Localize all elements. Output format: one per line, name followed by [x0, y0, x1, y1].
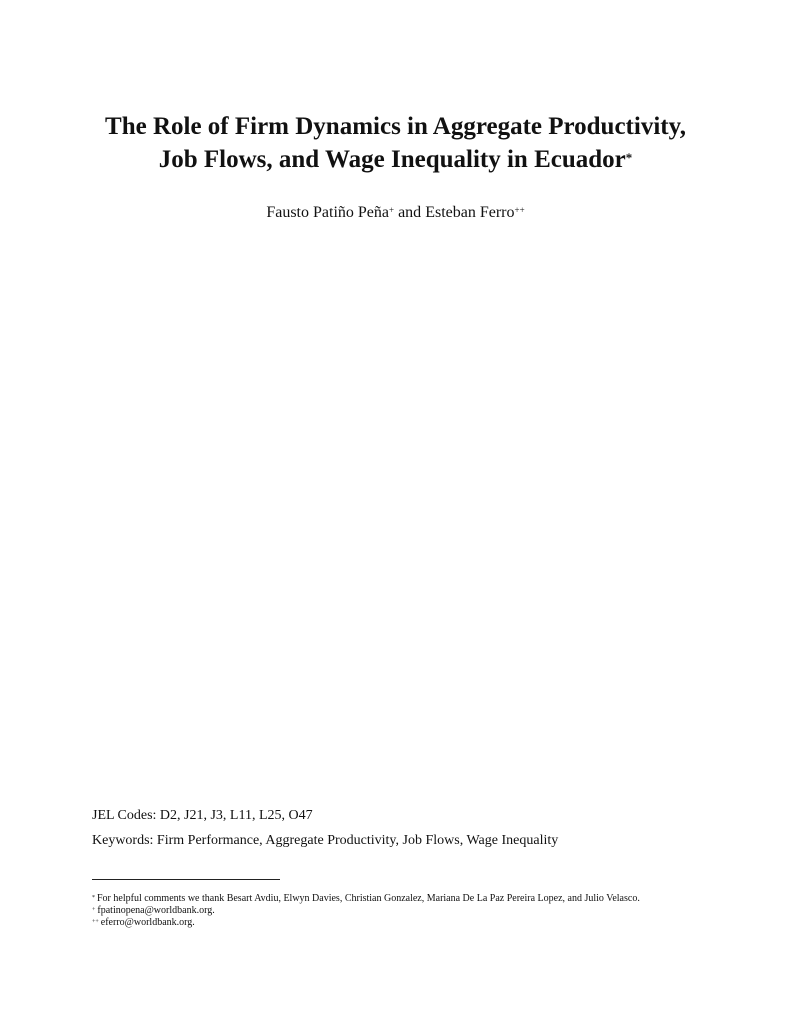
- footnote-marker: *: [92, 895, 95, 901]
- title-footnote-marker: *: [625, 150, 633, 165]
- footnote-divider: [92, 879, 280, 880]
- footnote-marker: +: [92, 907, 96, 913]
- title-text-line-1: The Role of Firm Dynamics in Aggregate Productivity,: [105, 113, 686, 140]
- footnote-author-2-email: [92, 917, 732, 929]
- footnote-acknowledgements: [92, 893, 732, 905]
- author-conjunction: and: [394, 204, 426, 221]
- footnote-text: For helpful comments we thank Besart Avdiu, Elwyn Davies, Christian Gonzalez, Mariana De La Paz Pereira Lopez, and Julio Velasco.: [97, 893, 640, 904]
- jel-codes: JEL Codes: D2, J21, J3, L11, L25, O47: [92, 808, 313, 823]
- paper-title-line-1: [60, 110, 731, 144]
- author-1-marker: +: [389, 205, 395, 215]
- author-1-name: Fausto Patiño Peña: [266, 204, 389, 221]
- footnote-author-1-email: [92, 905, 732, 917]
- author-2-name: Esteban Ferro: [425, 204, 515, 221]
- footnote-marker: ++: [92, 919, 99, 925]
- title-text-line-2: Job Flows, and Wage Inequality in Ecuador: [158, 146, 626, 173]
- keywords: Keywords: Firm Performance, Aggregate Productivity, Job Flows, Wage Inequality: [92, 833, 559, 848]
- footnotes: [92, 893, 732, 929]
- paper-title-line-2: [60, 143, 731, 177]
- author-2-marker: ++: [514, 205, 525, 215]
- footnote-text: eferro@worldbank.org.: [100, 917, 195, 928]
- footnote-text: fpatinopena@worldbank.org.: [97, 905, 215, 916]
- author-line: [60, 201, 731, 225]
